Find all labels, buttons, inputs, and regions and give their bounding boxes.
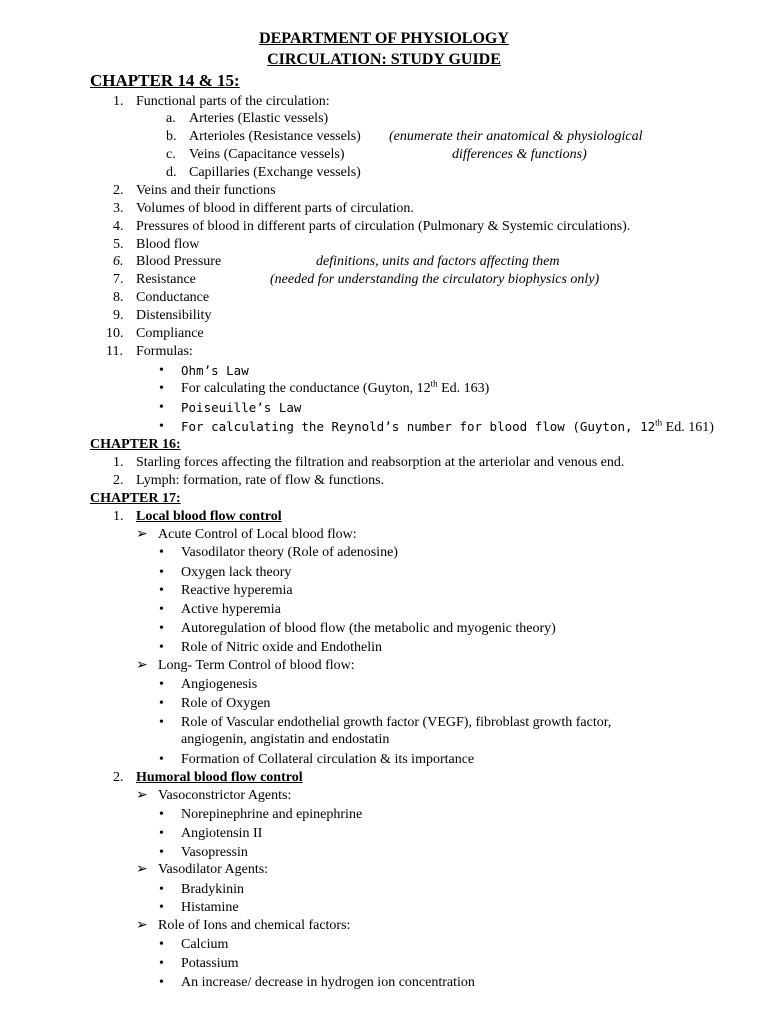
anatomical-note: (enumerate their anatomical & physiological [389, 129, 643, 144]
formula-item: For calculating the Reynold’s number for blood flow (Guyton, 12th Ed. 161) [181, 417, 714, 435]
arrow-icon: ➢ [136, 658, 148, 673]
list-item: Veins and their functions [136, 183, 276, 198]
biophysics-note: (needed for understanding the circulatory biophysics only) [270, 272, 600, 287]
bullet-icon: • [159, 381, 164, 396]
list-item: Compliance [136, 326, 204, 341]
formula-item: Poiseuille’s Law [181, 400, 302, 415]
bullet-item: Formation of Collateral circulation & its importance [181, 752, 475, 767]
list-number: 9. [113, 308, 124, 323]
arrow-icon: ➢ [136, 918, 148, 933]
bullet-icon: • [159, 882, 164, 897]
list-number: 6. [113, 254, 124, 269]
chapter-17-heading: CHAPTER 17: [90, 491, 181, 506]
subsection-label: Acute Control of Local blood flow: [158, 527, 357, 542]
bullet-item: Calcium [181, 937, 229, 952]
study-guide-title: CIRCULATION: STUDY GUIDE [267, 51, 501, 68]
list-number: 7. [113, 272, 124, 287]
sub-item: Arteries (Elastic vessels) [189, 111, 329, 126]
bullet-icon: • [159, 583, 164, 598]
bullet-icon: • [159, 956, 164, 971]
list-number: 2. [113, 473, 124, 488]
bullet-item: Bradykinin [181, 882, 244, 897]
bullet-item: Role of Oxygen [181, 696, 271, 711]
list-item: Lymph: formation, rate of flow & functions. [136, 473, 385, 488]
bullet-icon: • [159, 400, 164, 415]
bullet-item: Active hyperemia [181, 602, 281, 617]
bullet-item: Angiotensin II [181, 826, 263, 841]
bullet-icon: • [159, 845, 164, 860]
subsection-label: Vasodilator Agents: [158, 862, 269, 877]
sub-item: Capillaries (Exchange vessels) [189, 165, 361, 180]
list-number: 3. [113, 201, 124, 216]
arrow-icon: ➢ [136, 527, 148, 542]
formula-item: For calculating the conductance (Guyton, 12th Ed. 163) [181, 378, 490, 396]
bullet-icon: • [159, 419, 164, 434]
chapter-14-15-heading: CHAPTER 14 & 15: [90, 71, 240, 90]
list-number: 2. [113, 770, 124, 785]
arrow-icon: ➢ [136, 862, 148, 877]
list-item: Blood Pressure [136, 254, 222, 269]
sub-letter: c. [166, 147, 176, 162]
list-item: Pressures of blood in different parts of circulation (Pulmonary & Systemic circulations). [136, 219, 631, 234]
bullet-icon: • [159, 640, 164, 655]
subsection-label: Vasoconstrictor Agents: [158, 788, 292, 803]
bullet-icon: • [159, 807, 164, 822]
list-item: Conductance [136, 290, 210, 305]
bullet-item: Potassium [181, 956, 239, 971]
bullet-item: Angiogenesis [181, 677, 258, 692]
sub-letter: b. [166, 129, 177, 144]
local-blood-flow-heading: Local blood flow control [136, 509, 282, 524]
differences-note: differences & functions) [452, 147, 587, 162]
bullet-icon: • [159, 975, 164, 990]
bullet-icon: • [159, 900, 164, 915]
arrow-icon: ➢ [136, 788, 148, 803]
sub-item: Arterioles (Resistance vessels) [189, 129, 361, 144]
bullet-icon: • [159, 826, 164, 841]
list-item: Blood flow [136, 237, 200, 252]
list-item: Formulas: [136, 344, 193, 359]
bullet-item: Role of Nitric oxide and Endothelin [181, 640, 383, 655]
bullet-icon: • [159, 937, 164, 952]
bullet-icon: • [159, 602, 164, 617]
bullet-item: Norepinephrine and epinephrine [181, 807, 363, 822]
humoral-blood-flow-heading: Humoral blood flow control [136, 770, 303, 785]
bullet-icon: • [159, 696, 164, 711]
list-number: 1. [113, 94, 124, 109]
bullet-item: Role of Vascular endothelial growth factor (VEGF), fibroblast growth factor, [181, 715, 612, 730]
bullet-icon: • [159, 621, 164, 636]
list-number: 1. [113, 455, 124, 470]
bullet-item: Autoregulation of blood flow (the metabolic and myogenic theory) [181, 621, 556, 636]
list-item: Functional parts of the circulation: [136, 94, 330, 109]
chapter-16-heading: CHAPTER 16: [90, 437, 181, 452]
list-number: 11. [106, 344, 123, 359]
bullet-item: Histamine [181, 900, 239, 915]
bullet-icon: • [159, 545, 164, 560]
bullet-item: Vasodilator theory (Role of adenosine) [181, 545, 398, 560]
bullet-item: Reactive hyperemia [181, 583, 293, 598]
definitions-note: definitions, units and factors affecting them [316, 254, 560, 269]
list-item: Volumes of blood in different parts of circulation. [136, 201, 414, 216]
list-item: Resistance [136, 272, 196, 287]
bullet-item-continued: angiogenin, angistatin and endostatin [181, 732, 390, 747]
bullet-icon: • [159, 363, 164, 378]
sub-item: Veins (Capacitance vessels) [189, 147, 345, 162]
bullet-item: An increase/ decrease in hydrogen ion concentration [181, 975, 475, 990]
list-item: Starling forces affecting the filtration and reabsorption at the arteriolar and venous end. [136, 455, 625, 470]
bullet-icon: • [159, 565, 164, 580]
subsection-label: Long- Term Control of blood flow: [158, 658, 355, 673]
bullet-item: Vasopressin [181, 845, 248, 860]
department-title: DEPARTMENT OF PHYSIOLOGY [259, 30, 509, 47]
bullet-item: Oxygen lack theory [181, 565, 292, 580]
bullet-icon: • [159, 677, 164, 692]
bullet-icon: • [159, 752, 164, 767]
formula-item: Ohm’s Law [181, 363, 249, 378]
sub-letter: d. [166, 165, 177, 180]
subsection-label: Role of Ions and chemical factors: [158, 918, 351, 933]
sub-letter: a. [166, 111, 176, 126]
bullet-icon: • [159, 715, 164, 730]
list-number: 8. [113, 290, 124, 305]
list-number: 2. [113, 183, 124, 198]
list-item: Distensibility [136, 308, 212, 323]
list-number: 10. [106, 326, 124, 341]
list-number: 1. [113, 509, 124, 524]
list-number: 4. [113, 219, 124, 234]
list-number: 5. [113, 237, 124, 252]
